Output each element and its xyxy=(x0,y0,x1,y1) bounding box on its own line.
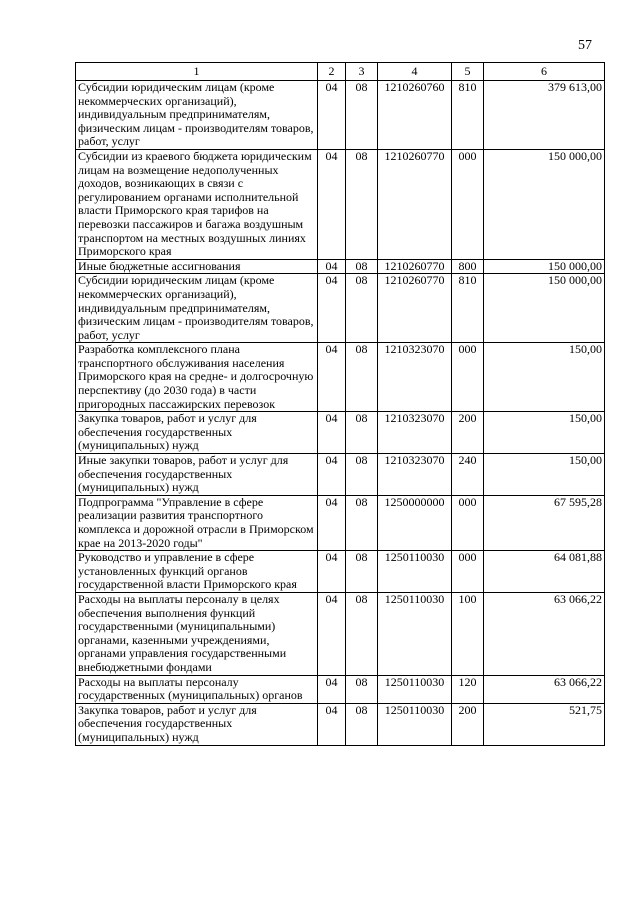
row-expense-type: 000 xyxy=(452,343,484,412)
row-name: Расходы на выплаты персоналу в целях обеспечения выполнения функций государственными (муниципальными) органами, казенными учреждениями, органами управления государственными внебюджетными фондами xyxy=(76,592,318,675)
row-section: 04 xyxy=(318,412,346,454)
row-section: 04 xyxy=(318,551,346,593)
row-name: Закупка товаров, работ и услуг для обеспечения государственных (муниципальных) нужд xyxy=(76,412,318,454)
column-header-target-item: 4 xyxy=(378,63,452,81)
row-amount: 521,75 xyxy=(484,703,605,745)
row-target-item: 1210323070 xyxy=(378,412,452,454)
table-body xyxy=(76,81,605,746)
row-target-item: 1250110030 xyxy=(378,551,452,593)
table-row xyxy=(76,343,605,412)
row-subsection: 08 xyxy=(346,412,378,454)
row-section: 04 xyxy=(318,259,346,274)
row-amount: 150,00 xyxy=(484,454,605,496)
row-expense-type: 000 xyxy=(452,149,484,259)
row-section: 04 xyxy=(318,81,346,150)
row-amount: 150 000,00 xyxy=(484,274,605,343)
table-row xyxy=(76,412,605,454)
row-name: Закупка товаров, работ и услуг для обеспечения государственных (муниципальных) нужд xyxy=(76,703,318,745)
row-name: Иные закупки товаров, работ и услуг для обеспечения государственных (муниципальных) нужд xyxy=(76,454,318,496)
row-subsection: 08 xyxy=(346,81,378,150)
row-name: Субсидии юридическим лицам (кроме некоммерческих организаций), индивидуальным предпринимателям, физическим лицам - производителям товаров, работ, услуг xyxy=(76,81,318,150)
row-name: Иные бюджетные ассигнования xyxy=(76,259,318,274)
row-section: 04 xyxy=(318,454,346,496)
table-row xyxy=(76,675,605,703)
row-target-item: 1210260770 xyxy=(378,259,452,274)
row-amount: 63 066,22 xyxy=(484,675,605,703)
row-expense-type: 100 xyxy=(452,592,484,675)
row-target-item: 1210260770 xyxy=(378,274,452,343)
table-row xyxy=(76,274,605,343)
row-section: 04 xyxy=(318,149,346,259)
column-header-expense-type: 5 xyxy=(452,63,484,81)
table-row xyxy=(76,259,605,274)
budget-table xyxy=(75,62,605,746)
row-expense-type: 200 xyxy=(452,412,484,454)
row-expense-type: 120 xyxy=(452,675,484,703)
table-row xyxy=(76,149,605,259)
row-section: 04 xyxy=(318,343,346,412)
row-amount: 150 000,00 xyxy=(484,259,605,274)
row-expense-type: 000 xyxy=(452,551,484,593)
row-subsection: 08 xyxy=(346,149,378,259)
row-target-item: 1210260760 xyxy=(378,81,452,150)
row-amount: 150 000,00 xyxy=(484,149,605,259)
row-name: Руководство и управление в сфере установленных функций органов государственной власти Приморского края xyxy=(76,551,318,593)
row-expense-type: 200 xyxy=(452,703,484,745)
row-name: Субсидии юридическим лицам (кроме некоммерческих организаций), индивидуальным предпринимателям, физическим лицам - производителям товаров, работ, услуг xyxy=(76,274,318,343)
row-subsection: 08 xyxy=(346,592,378,675)
table-header-row xyxy=(76,63,605,81)
row-subsection: 08 xyxy=(346,495,378,550)
row-amount: 150,00 xyxy=(484,343,605,412)
table-row xyxy=(76,81,605,150)
row-section: 04 xyxy=(318,592,346,675)
row-expense-type: 240 xyxy=(452,454,484,496)
row-target-item: 1250110030 xyxy=(378,675,452,703)
row-subsection: 08 xyxy=(346,343,378,412)
row-subsection: 08 xyxy=(346,454,378,496)
column-header-name: 1 xyxy=(76,63,318,81)
column-header-section: 2 xyxy=(318,63,346,81)
row-target-item: 1210323070 xyxy=(378,343,452,412)
table-row xyxy=(76,592,605,675)
row-subsection: 08 xyxy=(346,703,378,745)
row-section: 04 xyxy=(318,495,346,550)
row-target-item: 1250000000 xyxy=(378,495,452,550)
row-target-item: 1250110030 xyxy=(378,592,452,675)
row-name: Подпрограмма "Управление в сфере реализации развития транспортного комплекса и дорожной отрасли в Приморском крае на 2013-2020 годы" xyxy=(76,495,318,550)
row-expense-type: 000 xyxy=(452,495,484,550)
row-subsection: 08 xyxy=(346,259,378,274)
row-amount: 63 066,22 xyxy=(484,592,605,675)
row-name: Субсидии из краевого бюджета юридическим лицам на возмещение недополученных доходов, возникающих в связи с регулированием органами исполнительной власти Приморского края тарифов на перевозки пассажиров и багажа воздушным транспортом на местных воздушных линиях Приморского края xyxy=(76,149,318,259)
table-row xyxy=(76,703,605,745)
row-amount: 150,00 xyxy=(484,412,605,454)
row-expense-type: 810 xyxy=(452,274,484,343)
row-amount: 67 595,28 xyxy=(484,495,605,550)
table-row xyxy=(76,454,605,496)
row-target-item: 1210260770 xyxy=(378,149,452,259)
row-expense-type: 810 xyxy=(452,81,484,150)
table-row xyxy=(76,551,605,593)
row-subsection: 08 xyxy=(346,551,378,593)
row-name: Расходы на выплаты персоналу государственных (муниципальных) органов xyxy=(76,675,318,703)
row-expense-type: 800 xyxy=(452,259,484,274)
row-target-item: 1210323070 xyxy=(378,454,452,496)
column-header-amount: 6 xyxy=(484,63,605,81)
row-subsection: 08 xyxy=(346,675,378,703)
table-row xyxy=(76,495,605,550)
row-section: 04 xyxy=(318,675,346,703)
row-section: 04 xyxy=(318,703,346,745)
row-name: Разработка комплексного плана транспортного обслуживания населения Приморского края на средне- и долгосрочную перспективу (до 2030 года) в части пригородных пассажирских перевозок xyxy=(76,343,318,412)
row-section: 04 xyxy=(318,274,346,343)
column-header-subsection: 3 xyxy=(346,63,378,81)
row-target-item: 1250110030 xyxy=(378,703,452,745)
row-amount: 64 081,88 xyxy=(484,551,605,593)
row-subsection: 08 xyxy=(346,274,378,343)
row-amount: 379 613,00 xyxy=(484,81,605,150)
page-number: 57 xyxy=(578,38,592,53)
